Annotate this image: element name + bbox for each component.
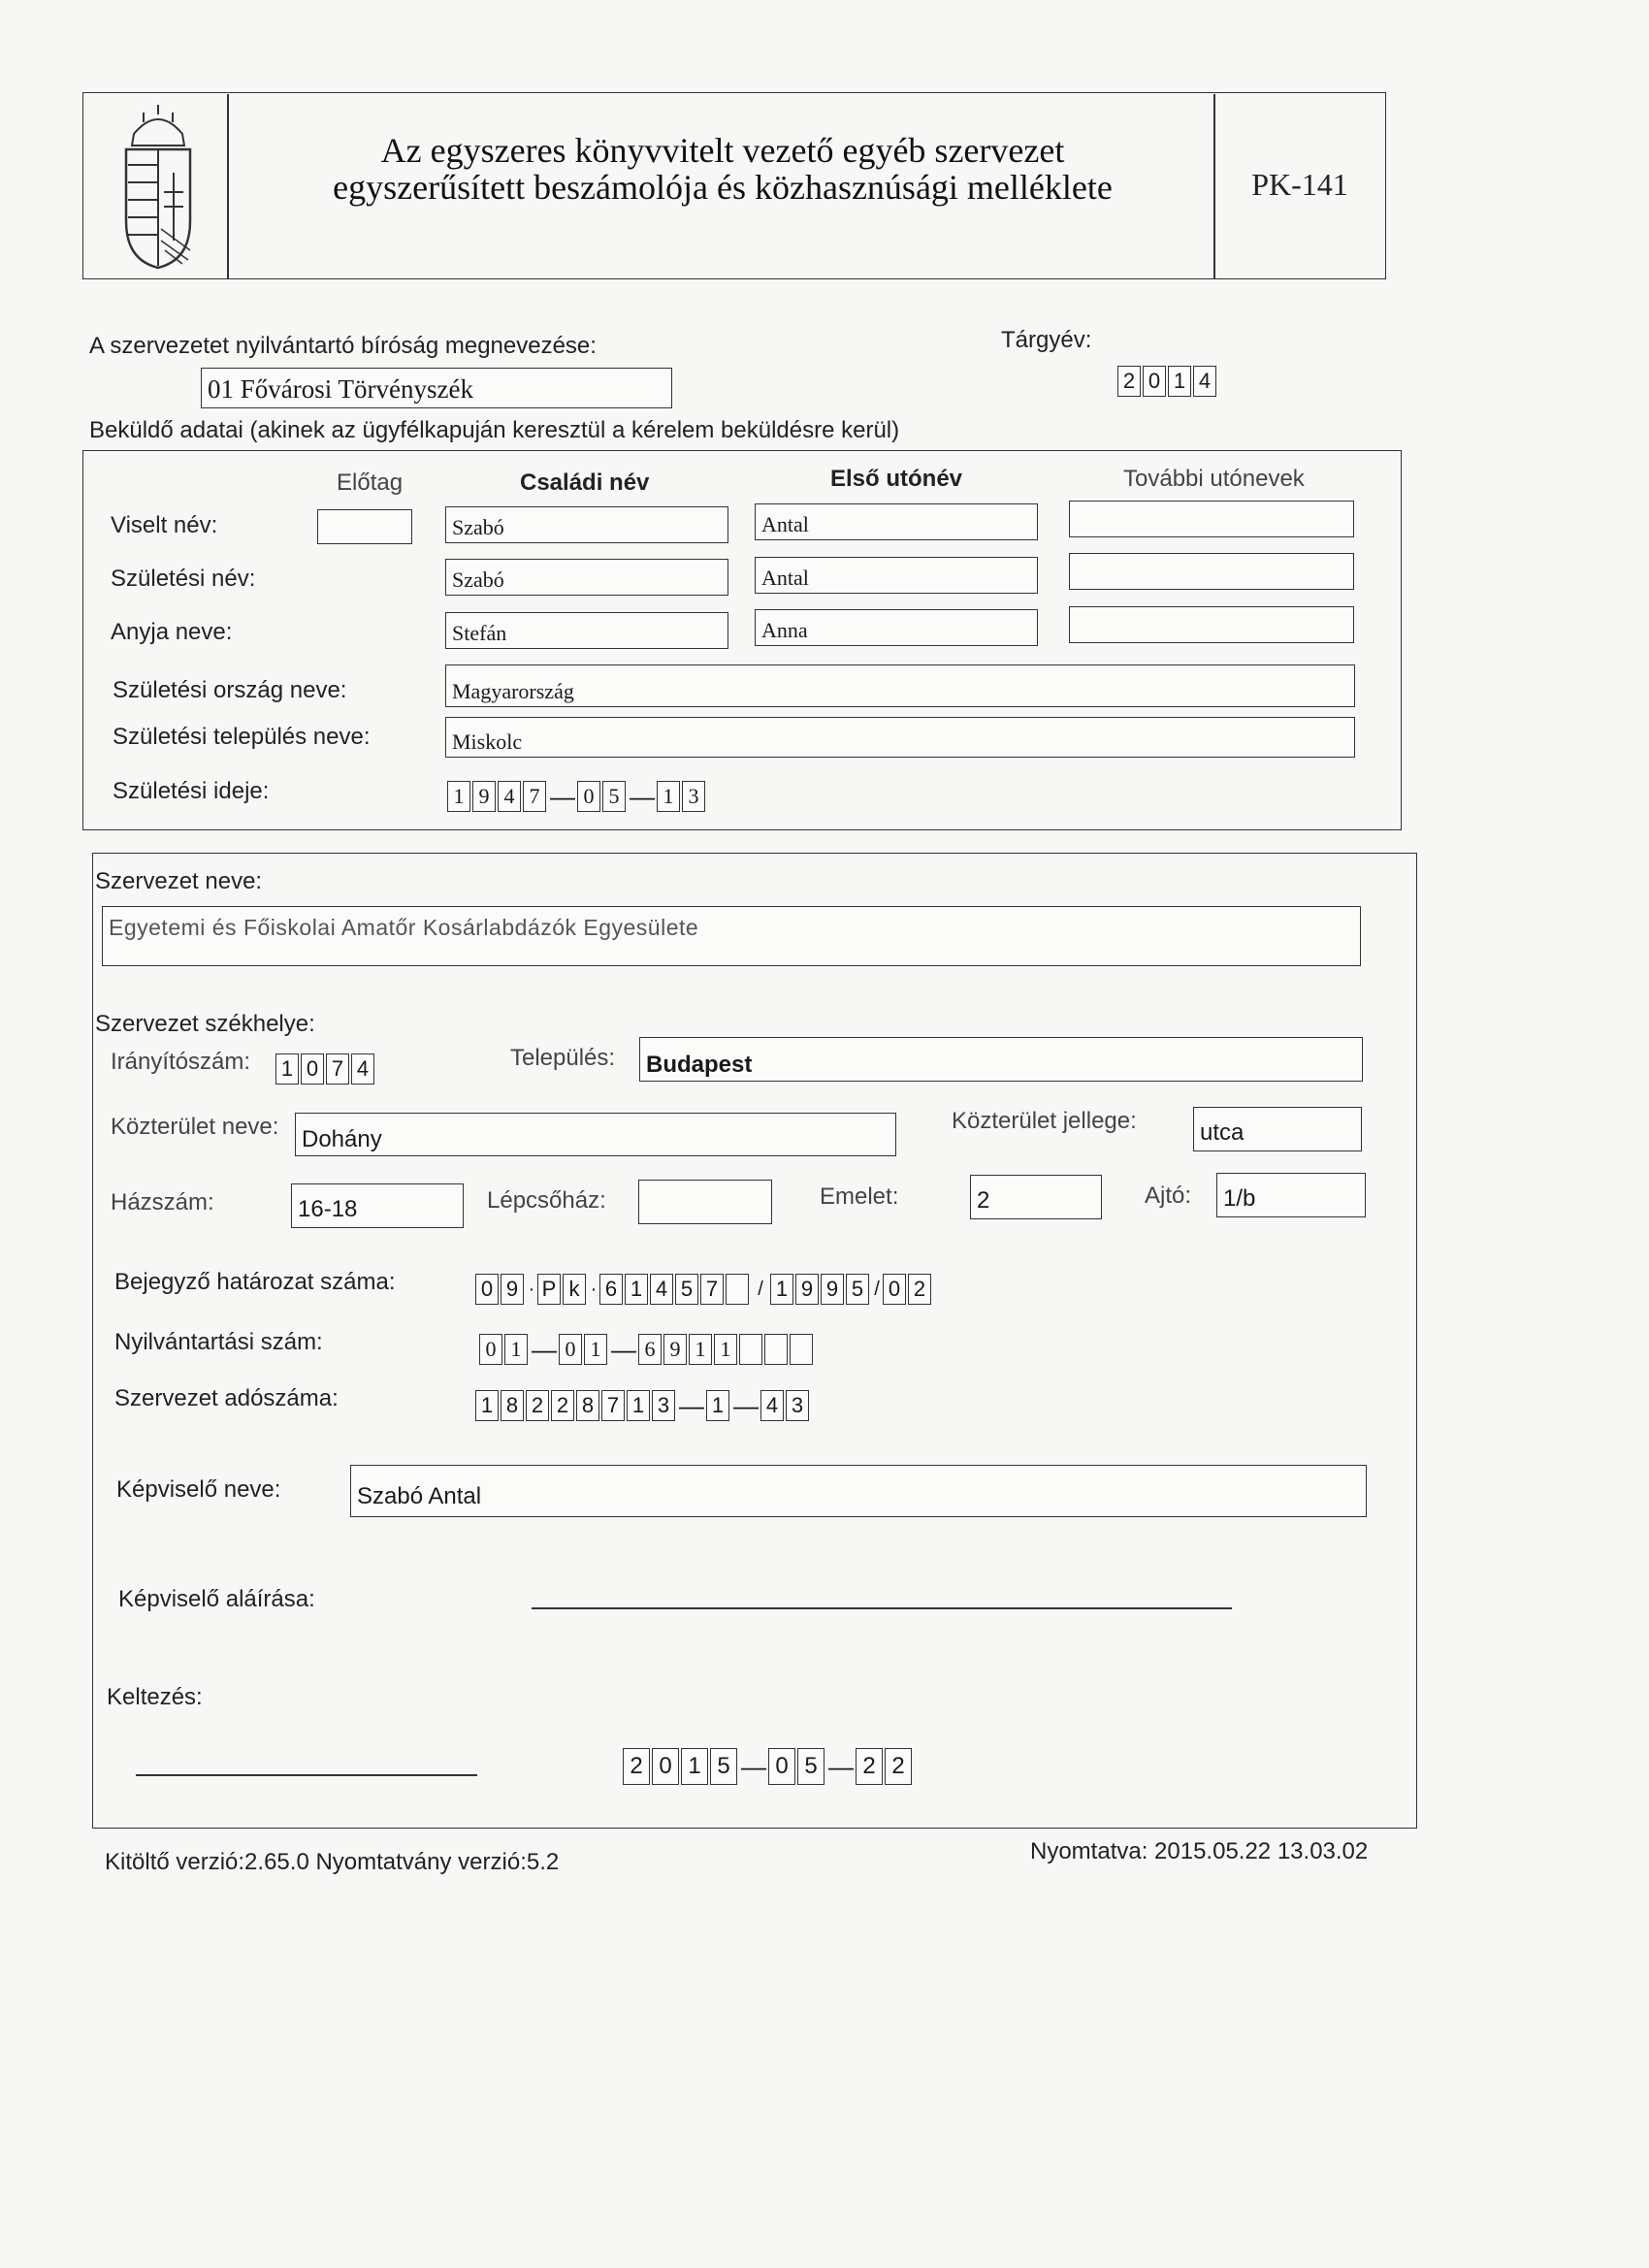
digit-cell[interactable]: 0: [479, 1334, 502, 1365]
floor-value: 2: [977, 1187, 990, 1214]
rep-field[interactable]: [350, 1465, 1367, 1517]
col-prefix-header: Előtag: [337, 470, 404, 496]
house-value: 16-18: [298, 1196, 358, 1222]
digit-cell[interactable]: 0: [475, 1274, 499, 1305]
digit-cell[interactable]: 4: [498, 781, 521, 812]
digit-cell[interactable]: 8: [501, 1390, 524, 1421]
birth-name-label: Születési név:: [111, 566, 256, 592]
digit-cell[interactable]: 4: [1193, 366, 1216, 397]
form-code: PK-141: [1251, 167, 1348, 202]
col-more-header: További utónevek: [1123, 466, 1305, 492]
sign-label: Képviselő aláírása:: [118, 1586, 315, 1612]
digit-cell[interactable]: [790, 1334, 813, 1365]
signature-line[interactable]: [532, 1607, 1232, 1609]
digit-cell[interactable]: 7: [601, 1390, 625, 1421]
digit-cell[interactable]: 1: [689, 1334, 712, 1365]
street-label: Közterület neve:: [111, 1114, 279, 1140]
digit-cell[interactable]: 1: [706, 1390, 729, 1421]
street-type-field[interactable]: [1193, 1107, 1362, 1151]
digit-cell[interactable]: 1: [584, 1334, 607, 1365]
street-type-label: Közterület jellege:: [952, 1108, 1137, 1134]
digit-cell[interactable]: 9: [795, 1274, 819, 1305]
digit-cell[interactable]: 9: [501, 1274, 524, 1305]
digit-cell[interactable]: 8: [576, 1390, 599, 1421]
city-field[interactable]: [445, 717, 1355, 758]
footer-versions: Kitöltő verzió:2.65.0 Nyomtatvány verzió:5.2: [105, 1849, 560, 1875]
digit-cell[interactable]: 0: [1143, 366, 1166, 397]
street-value: Dohány: [302, 1126, 382, 1152]
house-label: Házszám:: [111, 1189, 214, 1215]
worn-first-value: Antal: [761, 512, 809, 536]
digit-cell[interactable]: 2: [908, 1274, 931, 1305]
floor-label: Emelet:: [820, 1183, 899, 1210]
country-field[interactable]: [445, 664, 1355, 707]
dob-cells[interactable]: 1 9 4 7 — 0 5 — 1 3: [447, 780, 707, 813]
digit-cell[interactable]: 5: [797, 1748, 824, 1785]
dob-label: Születési ideje:: [113, 778, 270, 804]
birth-first-field[interactable]: [755, 557, 1038, 594]
worn-first-field[interactable]: [755, 503, 1038, 540]
year-cells[interactable]: [1117, 365, 1218, 398]
col-family-header: Családi név: [520, 470, 650, 496]
digit-cell[interactable]: 3: [786, 1390, 809, 1421]
digit-cell[interactable]: 1: [1168, 366, 1191, 397]
mother-first-value: Anna: [761, 618, 808, 642]
birth-family-field[interactable]: [445, 559, 728, 596]
court-value: 01 Fővárosi Törvényszék: [208, 374, 473, 404]
digit-cell[interactable]: 5: [710, 1748, 737, 1785]
court-label: A szervezetet nyilvántartó bíróság megnevezése:: [89, 333, 597, 359]
digit-cell[interactable]: 1: [447, 781, 470, 812]
stair-field[interactable]: [638, 1180, 772, 1224]
coat-of-arms-icon: [114, 105, 202, 270]
digit-cell[interactable]: 2: [526, 1390, 549, 1421]
digit-cell[interactable]: 2: [856, 1748, 883, 1785]
digit-cell[interactable]: 6: [599, 1274, 623, 1305]
digit-cell[interactable]: 9: [821, 1274, 844, 1305]
digit-cell[interactable]: 1: [275, 1053, 299, 1085]
date-label: Keltezés:: [107, 1684, 203, 1710]
rep-label: Képviselő neve:: [116, 1476, 281, 1503]
year-label: Tárgyév:: [1001, 327, 1092, 353]
place-line[interactable]: [136, 1774, 477, 1776]
digit-cell[interactable]: 3: [682, 781, 705, 812]
door-value: 1/b: [1223, 1185, 1256, 1212]
org-name-label: Szervezet neve:: [95, 868, 263, 894]
digit-cell[interactable]: 6: [638, 1334, 662, 1365]
digit-cell[interactable]: 1: [627, 1390, 650, 1421]
digit-cell[interactable]: k: [563, 1274, 586, 1305]
worn-name-label: Viselt név:: [111, 512, 218, 538]
decision-label: Bejegyző határozat száma:: [114, 1269, 396, 1295]
footer-printed: Nyomtatva: 2015.05.22 13.03.02: [1030, 1838, 1369, 1864]
digit-cell[interactable]: 1: [504, 1334, 528, 1365]
rep-value: Szabó Antal: [357, 1483, 482, 1509]
digit-cell[interactable]: 1: [657, 781, 680, 812]
digit-cell[interactable]: [726, 1274, 749, 1305]
door-label: Ajtó:: [1145, 1183, 1192, 1209]
digit-cell[interactable]: 0: [577, 781, 600, 812]
digit-cell[interactable]: 0: [559, 1334, 582, 1365]
country-value: Magyarország: [452, 679, 574, 703]
header-divider-left: [227, 94, 229, 278]
town-value: Budapest: [646, 1052, 753, 1078]
digit-cell[interactable]: 2: [885, 1748, 912, 1785]
form-title: [233, 132, 1212, 206]
digit-cell[interactable]: [764, 1334, 788, 1365]
digit-cell[interactable]: 1: [475, 1390, 499, 1421]
town-field[interactable]: [639, 1037, 1363, 1082]
house-field[interactable]: [291, 1183, 464, 1228]
digit-cell[interactable]: 5: [602, 781, 626, 812]
org-name-value: Egyetemi és Főiskolai Amatőr Kosárlabdázók Egyesülete: [109, 915, 699, 940]
form-title-line1: Az egyszeres könyvvitelt vezető egyéb szervezet: [380, 131, 1065, 170]
floor-field[interactable]: [970, 1175, 1102, 1219]
digit-cell[interactable]: 1: [625, 1274, 648, 1305]
form-title-line2: egyszerűsített beszámolója és közhasznúsági melléklete: [333, 168, 1113, 207]
digit-cell[interactable]: 0: [301, 1053, 324, 1085]
city-label: Születési település neve:: [113, 724, 371, 750]
digit-cell[interactable]: 4: [351, 1053, 374, 1085]
mother-more-field[interactable]: [1069, 606, 1354, 643]
digit-cell[interactable]: 7: [326, 1053, 349, 1085]
birth-family-value: Szabó: [452, 567, 504, 592]
digit-cell[interactable]: 2: [1117, 366, 1141, 397]
digit-cell[interactable]: [739, 1334, 762, 1365]
registry-cells[interactable]: 0 1 — 0 1 — 6 9 1 1: [479, 1333, 815, 1366]
org-name-field[interactable]: [102, 906, 1361, 966]
digit-cell[interactable]: 1: [681, 1748, 708, 1785]
digit-cell[interactable]: 7: [523, 781, 546, 812]
org-seat-label: Szervezet székhelye:: [95, 1011, 315, 1037]
zip-label: Irányítószám:: [111, 1049, 251, 1075]
mother-family-field[interactable]: [445, 612, 728, 649]
mother-first-field[interactable]: [755, 609, 1038, 646]
digit-cell[interactable]: 4: [650, 1274, 673, 1305]
digit-cell[interactable]: 9: [663, 1334, 687, 1365]
birth-more-field[interactable]: [1069, 553, 1354, 590]
court-field[interactable]: [201, 368, 672, 408]
digit-cell[interactable]: 1: [714, 1334, 737, 1365]
birth-first-value: Antal: [761, 566, 809, 590]
zip-cells[interactable]: [275, 1053, 376, 1085]
worn-more-field[interactable]: [1069, 501, 1354, 537]
date-cells[interactable]: 2 0 1 5 — 0 5 — 2 2: [623, 1747, 914, 1786]
country-label: Születési ország neve:: [113, 677, 347, 703]
sender-heading: Beküldő adatai (akinek az ügyfélkapuján keresztül a kérelem beküldésre kerül): [89, 417, 900, 443]
col-first-header: Első utónév: [830, 466, 963, 492]
street-field[interactable]: [295, 1113, 896, 1156]
city-value: Miskolc: [452, 729, 523, 754]
stair-label: Lépcsőház:: [487, 1187, 606, 1214]
digit-cell[interactable]: 2: [551, 1390, 574, 1421]
mother-family-value: Stefán: [452, 621, 507, 645]
digit-cell[interactable]: 0: [768, 1748, 795, 1785]
town-label: Település:: [510, 1045, 616, 1071]
tax-label: Szervezet adószáma:: [114, 1385, 339, 1411]
digit-cell[interactable]: 0: [652, 1748, 679, 1785]
registry-label: Nyilvántartási szám:: [114, 1329, 323, 1355]
digit-cell[interactable]: 0: [883, 1274, 906, 1305]
mother-label: Anyja neve:: [111, 619, 233, 645]
digit-cell[interactable]: 3: [652, 1390, 675, 1421]
digit-cell[interactable]: 2: [623, 1748, 650, 1785]
tax-cells[interactable]: 1 8 2 2 8 7 1 3 — 1 — 4 3: [475, 1389, 811, 1422]
digit-cell[interactable]: P: [537, 1274, 561, 1305]
decision-cells[interactable]: 0 9 · P k · 6 1 4 5 7 / 1 9 9 5 / 0 2: [475, 1273, 933, 1306]
digit-cell[interactable]: 7: [700, 1274, 724, 1305]
digit-cell[interactable]: 5: [846, 1274, 869, 1305]
digit-cell[interactable]: 9: [472, 781, 496, 812]
worn-family-field[interactable]: [445, 506, 728, 543]
digit-cell[interactable]: 4: [760, 1390, 784, 1421]
digit-cell[interactable]: 1: [770, 1274, 793, 1305]
street-type-value: utca: [1200, 1119, 1245, 1146]
worn-family-value: Szabó: [452, 515, 504, 539]
digit-cell[interactable]: 5: [675, 1274, 698, 1305]
door-field[interactable]: [1216, 1173, 1366, 1217]
worn-prefix-field[interactable]: [317, 509, 412, 544]
